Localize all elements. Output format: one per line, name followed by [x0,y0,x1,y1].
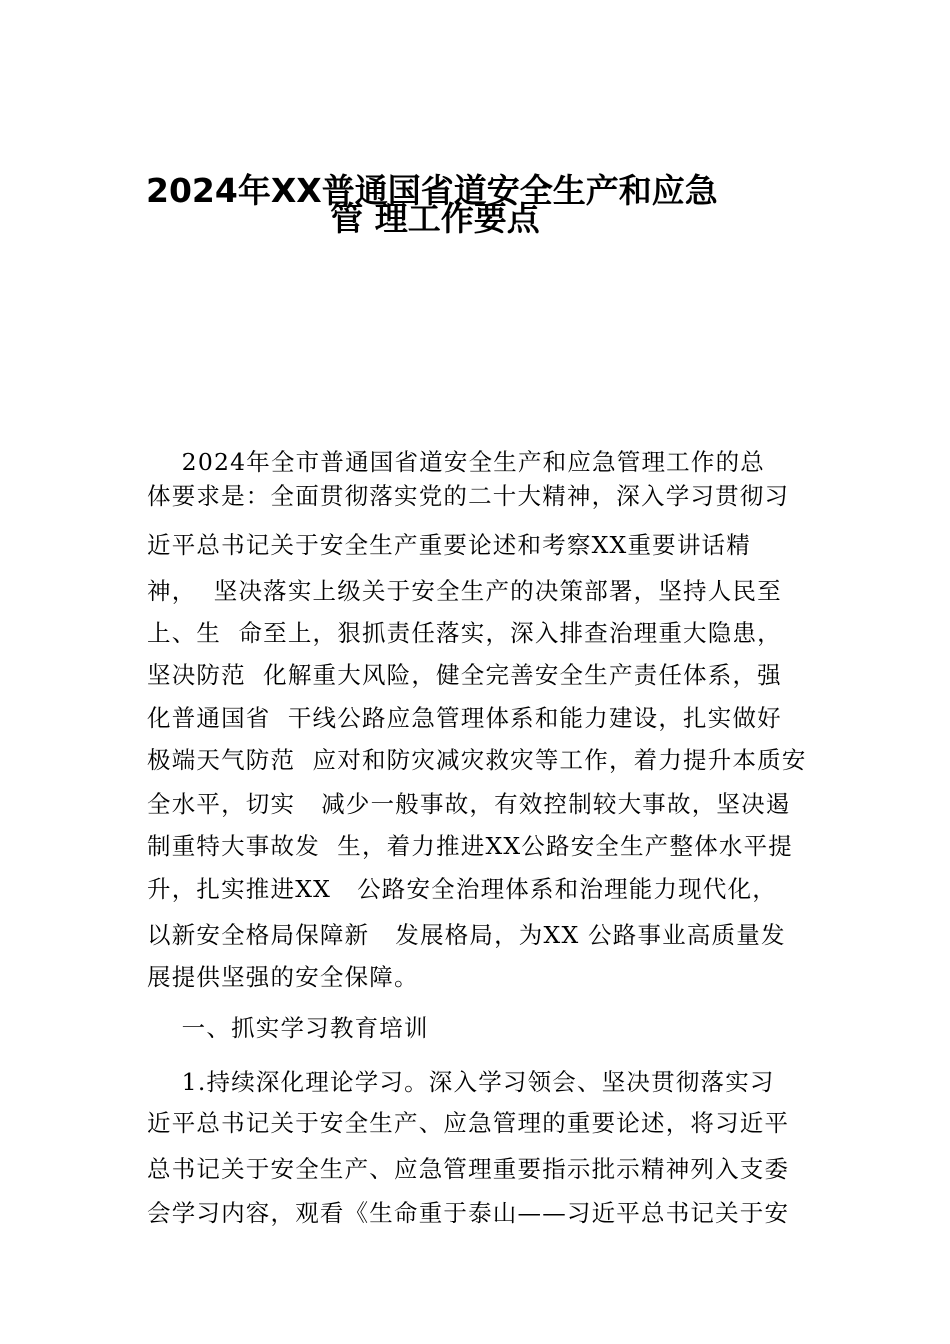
text-line: 体要求是：全面贯彻落实党的二十大精神，深入学习贯彻习 [147,482,790,510]
text-line: 展提供坚强的安全保障。 [147,963,419,991]
text-line: 极端天气防范 应对和防灾减灾救灾等工作，着力提升本质安 [147,746,807,774]
text-line: 1.持续深化理论学习。深入学习领会、坚决贯彻落实习 [147,1068,775,1096]
document-title-line-2: 管 理工作要点 [330,199,540,238]
text-line: 坚决防范 化解重大风险，健全完善安全生产责任体系，强 [147,661,782,689]
text-line: 近平总书记关于安全生产、应急管理的重要论述，将习近平 [147,1109,790,1137]
text-line: 制重特大事故发 生，着力推进XX公路安全生产整体水平提 [147,832,793,860]
text-line: 以新安全格局保障新 发展格局，为XX 公路事业高质量发 [147,921,786,949]
text-line: 总书记关于安全生产、应急管理重要指示批示精神列入支委 [147,1155,790,1183]
text-line: 全水平，切实 减少一般事故，有效控制较大事故，坚决遏 [147,790,791,818]
section-heading: 一、抓实学习教育培训 [147,1014,429,1042]
text-line: 2024年全市普通国省道安全生产和应急管理工作的总 [147,448,765,476]
text-line: 上、生 命至上，狠抓责任落实，深入排查治理重大隐患， [147,619,782,647]
text-line: 近平总书记关于安全生产重要论述和考察XX重要讲话精 [147,531,751,559]
text-line: 升，扎实推进XX 公路安全治理体系和治理能力现代化， [147,875,777,903]
text-line: 化普通国省 干线公路应急管理体系和能力建设，扎实做好 [147,704,782,732]
document-title-line-1: 2024年XX普通国省道安全生产和应急 [146,171,718,210]
text-line: 神， 坚决落实上级关于安全生产的决策部署，坚持人民至 [147,577,782,605]
text-line: 会学习内容，观看《生命重于泰山——习近平总书记关于安 [147,1199,790,1227]
